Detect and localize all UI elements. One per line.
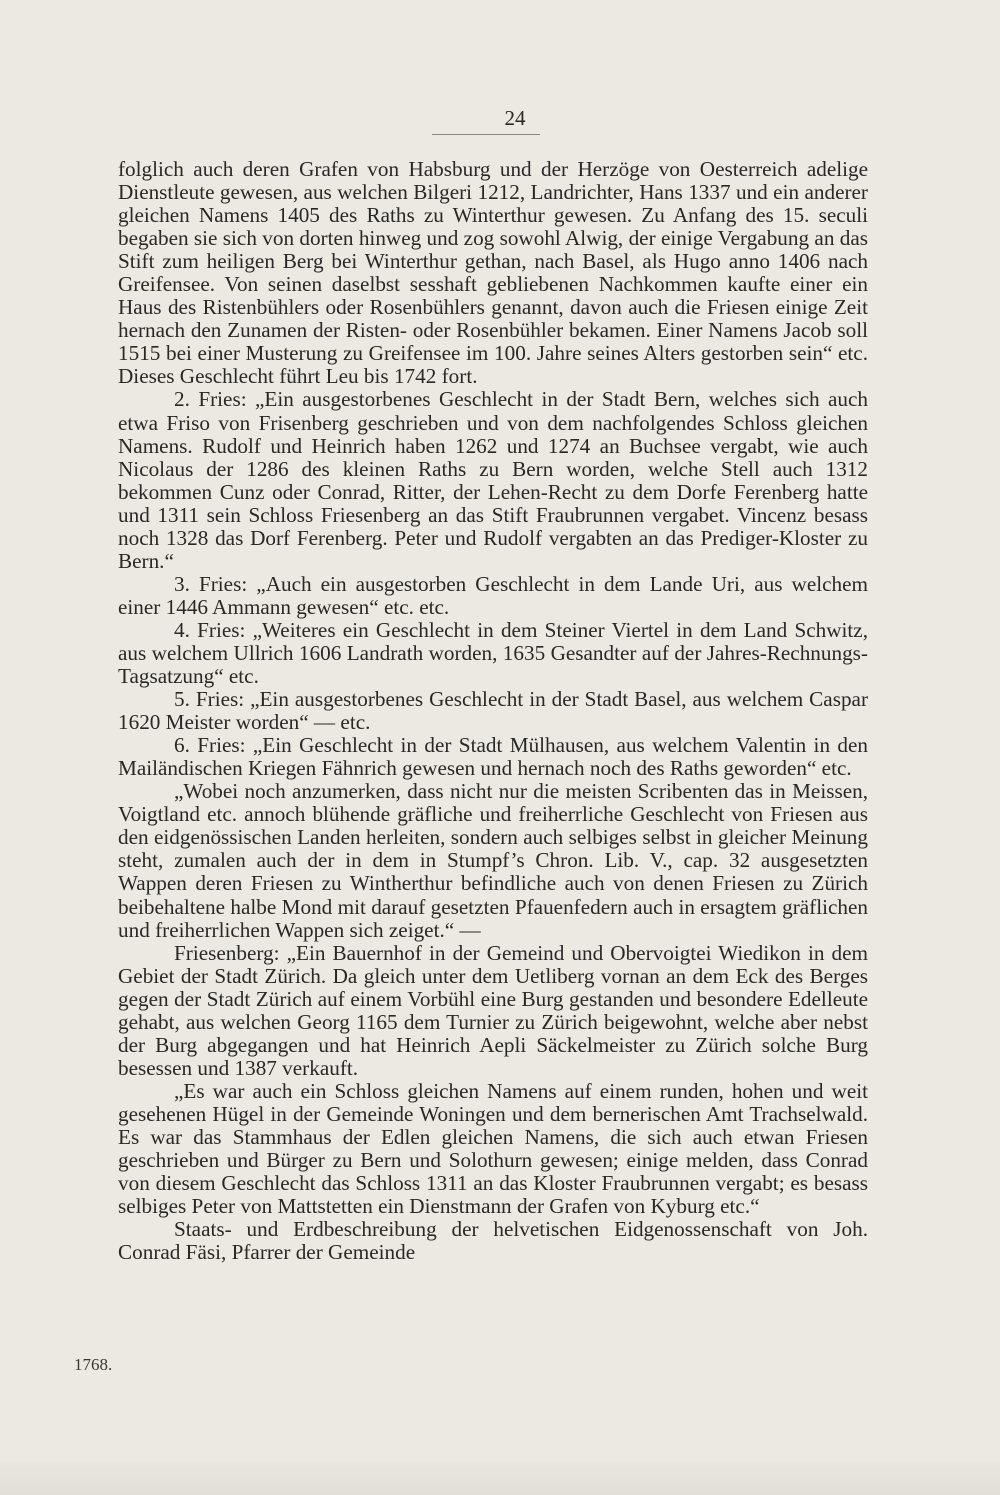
paragraph: Friesenberg: „Ein Bauernhof in der Gemeind und Obervoigtei Wiedikon in dem Gebiet der Stadt Zürich. Da gleich unter dem Uetliberg vornan an dem Eck des Berges gegen der Stadt Zürich auf einem Vorbühl eine Burg gestanden und besondere Edelleute gehabt, aus welchen Georg 1165 dem Turnier zu Zürich beigewohnt, welche aber nebst der Burg abgegangen und hat Heinrich Aepli Säckelmeister zu Zürich solche Burg besessen und 1387 verkauft. bbox=[118, 940, 868, 1080]
paragraph: Staats- und Erdbeschreibung der helvetischen Eidgenossenschaft von Joh. Conrad Fäsi, Pfarrer der Gemeinde bbox=[118, 1217, 868, 1265]
paragraph: 6. Fries: „Ein Geschlecht in der Stadt Mülhausen, aus welchem Valentin in den Mailändischen Kriegen Fähnrich gewesen und hernach noch des Raths geworden“ etc. bbox=[118, 733, 868, 781]
paragraph: 3. Fries: „Auch ein ausgestorben Geschlecht in dem Lande Uri, aus welchem einer 1446 Ammann gewesen“ etc. etc. bbox=[118, 571, 868, 619]
paragraph: 2. Fries: „Ein ausgestorbenes Geschlecht in der Stadt Bern, welches sich auch etwa Friso von Frisenberg geschrieben und von dem nachfolgendes Schloss gleichen Namens. Rudolf und Heinrich haben 1262 und 1274 an Buchsee vergabt, wie auch Nicolaus der 1286 des kleinen Raths zu Bern worden, welche Stell auch 1312 bekommen Cunz oder Conrad, Ritter, der Lehen-Recht zu dem Dorfe Ferenberg hatte und 1311 sein Schloss Friesenberg an das Stift Fraubrunnen vergabet. Vincenz besass noch 1328 das Dorf Ferenberg. Peter und Rudolf vergabten an das Prediger-Kloster zu Bern.“ bbox=[118, 387, 868, 573]
paragraph: 5. Fries: „Ein ausgestorbenes Geschlecht in der Stadt Basel, aus welchem Caspar 1620 Meister worden“ — etc. bbox=[118, 687, 868, 735]
page-shadow bbox=[0, 1455, 1000, 1495]
paragraph: 4. Fries: „Weiteres ein Geschlecht in dem Steiner Viertel in dem Land Schwitz, aus welchem Ullrich 1606 Landrath worden, 1635 Gesandter auf der Jahres-Rechnungs-Tagsatzung“ etc. bbox=[118, 617, 868, 689]
page-number-rule bbox=[432, 134, 540, 135]
page-number: 24 bbox=[504, 106, 526, 130]
margin-note: 1768. bbox=[74, 1355, 113, 1374]
body-text bbox=[118, 158, 868, 1264]
paragraph: „Wobei noch anzumerken, dass nicht nur die meisten Scribenten das in Meissen, Voigtland etc. annoch blühende gräfliche und freiherrliche Geschlecht von Friesen aus den eidgenössischen Landen herleiten, sondern auch selbiges selbst in gleicher Meinung steht, zumalen auch der in dem in Stumpf’s Chron. Lib. V., cap. 32 ausgesetzten Wappen deren Friesen zu Wintherthur befindliche auch von denen Friesen zu Zürich beibehaltene halbe Mond mit darauf gesetzten Pfauenfedern auch in ersagtem gräflichen und freiherrlichen Wappen sich zeiget.“ — bbox=[118, 779, 868, 942]
paragraph: „Es war auch ein Schloss gleichen Namens auf einem runden, hohen und weit gesehenen Hügel in der Gemeinde Woningen und dem bernerischen Amt Trachselwald. Es war das Stammhaus der Edlen gleichen Namens, die sich auch etwan Friesen geschrieben und Bürger zu Bern und Solothurn gewesen; einige melden, dass Conrad von diesem Geschlecht das Schloss 1311 an das Kloster Fraubrunnen vergabt; es besass selbiges Peter von Mattstetten ein Dienstmann der Grafen von Kyburg etc.“ bbox=[118, 1078, 868, 1219]
paragraph: folglich auch deren Grafen von Habsburg und der Herzöge von Oesterreich adelige Dienstleute gewesen, aus welchen Bilgeri 1212, Landrichter, Hans 1337 und ein anderer gleichen Namens 1405 des Raths zu Winterthur gewesen. Zu Anfang des 15. seculi begaben sie sich von dorten hinweg und zog sowohl Alwig, der einige Vergabung an das Stift zum heiligen Berg bei Winterthur gethan, nach Basel, als Hugo anno 1406 nach Greifensee. Von seinen daselbst sesshaft gebliebenen Nachkommen kaufte einer ein Haus des Ristenbühlers oder Rosenbühlers genannt, davon auch die Friesen einige Zeit hernach den Zunamen der Risten- oder Rosenbühler bekamen. Einer Namens Jacob soll 1515 bei einer Musterung zu Greifensee im 100. Jahre seines Alters gestorben sein“ etc. Dieses Geschlecht führt Leu bis 1742 fort. bbox=[118, 157, 868, 389]
